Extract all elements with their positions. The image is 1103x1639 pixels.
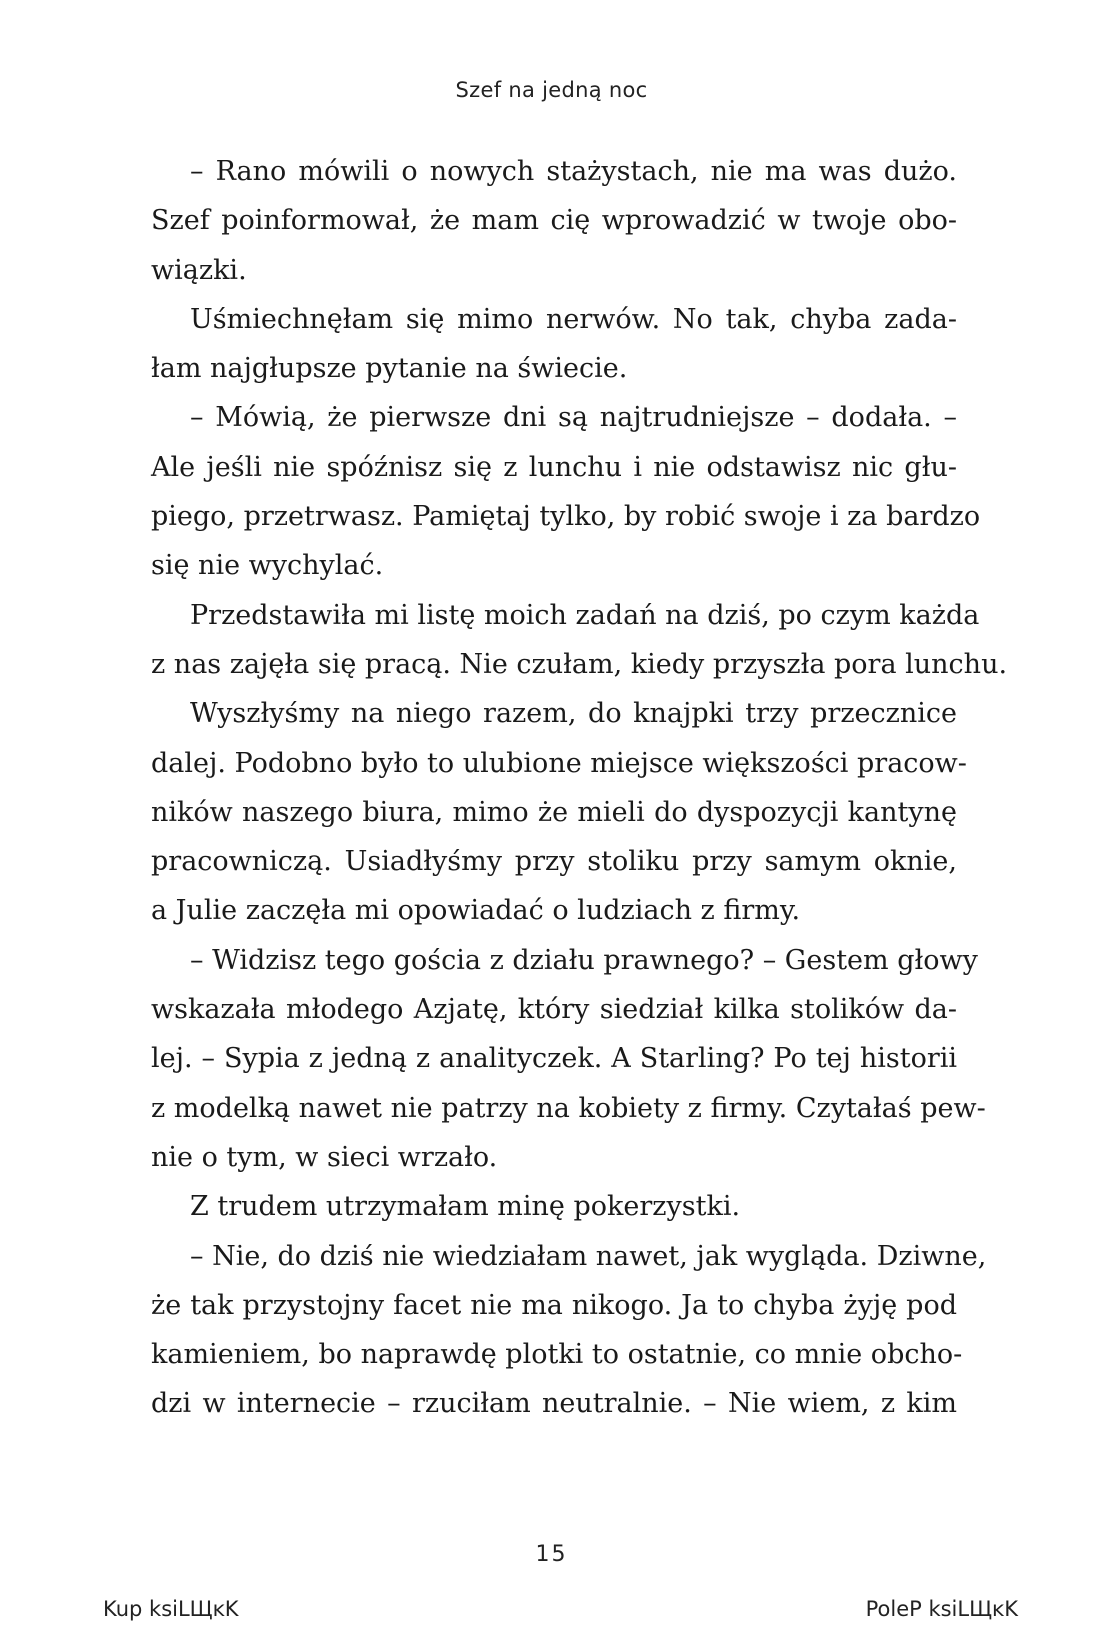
text-line: Z trudem utrzymałam minę pokerzystki. [190, 1191, 741, 1223]
text-line: wskazała młodego Azjatę, który siedział kilka stolików da- [151, 994, 957, 1026]
page-number: 15 [535, 1542, 568, 1567]
text-line: ników naszego biura, mimo że mieli do dyspozycji kantynę [151, 796, 957, 828]
text-line: nie o tym, w sieci wrzało. [151, 1141, 498, 1173]
recommend-book-link-container [866, 1597, 1018, 1621]
text-line: a Julie zaczęła mi opowiadać o ludziach z firmy. [151, 895, 801, 927]
text-line: z nas zajęła się pracą. Nie czułam, kiedy przyszła pora lunchu. [151, 648, 1008, 680]
text-line: kamieniem, bo naprawdę plotki to ostatnie, co mnie obcho- [151, 1339, 963, 1371]
text-line: Uśmiechnęłam się mimo nerwów. No tak, chyba zada- [190, 303, 957, 335]
text-line: Wyszłyśmy na niego razem, do knajpki trzy przecznice [190, 698, 957, 730]
text-line: Ale jeśli nie spóźnisz się z lunchu i nie odstawisz nic głu- [151, 451, 957, 483]
text-line: dalej. Podobno było to ulubione miejsce większości pracow- [151, 747, 967, 779]
text-line: łam najgłupsze pytanie na świecie. [151, 353, 628, 385]
text-line: – Mówią, że pierwsze dni są najtrudniejsze – dodała. – [190, 402, 957, 434]
text-line: Szef poinformował, że mam cię wprowadzić w twoje obo- [151, 205, 957, 237]
text-line: dzi w internecie – rzuciłam neutralnie. – Nie wiem, z kim [151, 1388, 957, 1420]
buy-book-link[interactable]: Kup ksiLЩĸK [103, 1597, 239, 1621]
text-line: z modelką nawet nie patrzy na kobiety z firmy. Czytałaś pew- [151, 1092, 986, 1124]
text-line: lej. – Sypia z jedną z analityczek. A Starling? Po tej historii [151, 1043, 957, 1075]
text-line: się nie wychylać. [151, 550, 384, 582]
text-line: piego, przetrwasz. Pamiętaj tylko, by robić swoje i za bardzo [151, 501, 981, 533]
recommend-book-link[interactable]: PoleP ksiLЩĸK [865, 1597, 1018, 1621]
text-line: – Widzisz tego gościa z działu prawnego? – Gestem głowy [190, 944, 978, 976]
running-header: Szef na jedną noc [455, 78, 648, 102]
text-line: że tak przystojny facet nie ma nikogo. Ja to chyba żyję pod [151, 1289, 957, 1321]
text-line: Przedstawiła mi listę moich zadań na dziś, po czym każda [190, 599, 980, 631]
buy-book-link-container [103, 1597, 239, 1621]
body-text [151, 147, 1008, 1429]
text-line: wiązki. [151, 254, 247, 286]
text-line: – Rano mówili o nowych stażystach, nie ma was dużo. [190, 156, 957, 187]
text-line: pracowniczą. Usiadłyśmy przy stoliku przy samym oknie, [151, 846, 957, 878]
text-line: – Nie, do dziś nie wiedziałam nawet, jak wygląda. Dziwne, [190, 1240, 987, 1272]
